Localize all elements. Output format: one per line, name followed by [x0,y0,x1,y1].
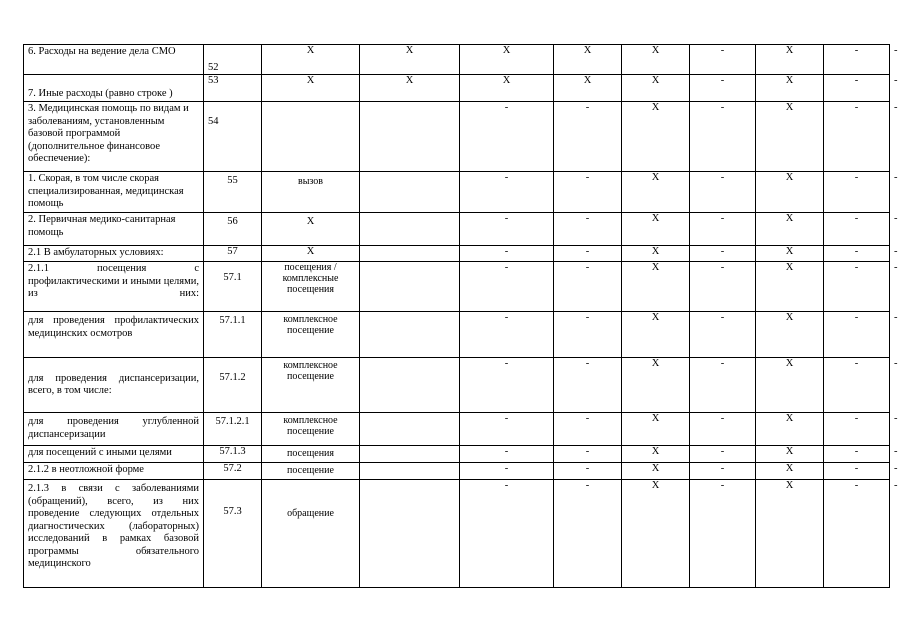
row-code: 56 [204,213,262,246]
row-col-3: - [554,246,622,262]
row-name: для проведения профилактических медицинских осмотров [24,312,204,358]
table-row: 2.1 В амбулаторных условиях: 57 X - - X - X - - [24,246,890,262]
row-name: 7. Иные расходы (равно строке ) [24,75,204,102]
table-row: 6. Расходы на ведение дела СМО 52 X X X X X - X - - [24,45,890,75]
row-col-2: - [460,246,554,262]
row-col-2: - [460,413,554,446]
row-col-6: X [756,463,824,480]
row-col-3: - [554,172,622,213]
row-col-6: X [756,102,824,172]
row-col-3: - [554,262,622,312]
row-col-2: - [460,463,554,480]
row-col-5: - [690,463,756,480]
row-col-4: X [622,312,690,358]
row-col-5: - [690,75,756,102]
row-name: 3. Медицинская помощь по видам и заболеваниям, установленным базовой программой (дополнительное финансовое обеспечение): [24,102,204,172]
row-col-5: - [690,446,756,463]
row-name: 2. Первичная медико-санитарная помощь [24,213,204,246]
row-col-1 [360,413,460,446]
row-unit: X [262,45,360,75]
row-code: 57.2 [204,463,262,480]
row-col-5: - [690,45,756,75]
row-col-4: X [622,413,690,446]
row-col-6: X [756,172,824,213]
row-col-7: - [824,446,890,463]
row-col-2: - [460,262,554,312]
row-col-7: - [824,463,890,480]
row-col-5: - [690,480,756,588]
row-col-5: - [690,213,756,246]
row-col-7: - [824,45,890,75]
table-row: 2. Первичная медико-санитарная помощь 56 X - - X - X - - [24,213,890,246]
table-row: 1. Скорая, в том числе скорая специализированная, медицинская помощь 55 вызов - - X - X - - [24,172,890,213]
table-row: 7. Иные расходы (равно строке ) 53 X X X X X - X - - [24,75,890,102]
row-col-1: X [360,45,460,75]
row-col-6: X [756,446,824,463]
financing-table [23,44,898,588]
row-col-3: X [554,45,622,75]
row-col-4: X [622,213,690,246]
row-col-2: - [460,172,554,213]
row-col-4: X [622,358,690,413]
row-col-7: - [824,358,890,413]
row-code: 57.1.2 [204,358,262,413]
row-col-6: X [756,312,824,358]
row-code: 52 [204,45,262,75]
row-col-3: - [554,446,622,463]
row-col-4: X [622,75,690,102]
row-name: 2.1.1 посещения с профилактическими и иными целями, из них: [24,262,204,312]
row-col-4: X [622,463,690,480]
row-col-7: - [824,172,890,213]
row-code: 57.1.1 [204,312,262,358]
row-col-6: X [756,246,824,262]
row-code: 54 [204,102,262,172]
table-row: для проведения углубленной диспансеризации 57.1.2.1 комплексное посещение - - X - X - - [24,413,890,446]
row-col-7: - [824,75,890,102]
row-name: для проведения диспансеризации, всего, в том числе: [24,358,204,413]
row-code: 57.3 [204,480,262,588]
row-col-2: - [460,102,554,172]
row-name: для проведения углубленной диспансеризации [24,413,204,446]
row-code: 57 [204,246,262,262]
table-row: 3. Медицинская помощь по видам и заболеваниям, установленным базовой программой (дополнительное финансовое обеспечение): 54 - - X - X - - [24,102,890,172]
row-col-6: X [756,480,824,588]
row-col-3: - [554,312,622,358]
row-unit: комплексное посещение [262,358,360,413]
row-col-5: - [690,102,756,172]
row-unit: посещение [262,463,360,480]
row-col-6: X [756,413,824,446]
row-unit: X [262,246,360,262]
row-col-5: - [690,413,756,446]
row-col-2: - [460,312,554,358]
row-code: 57.1.2.1 [204,413,262,446]
row-col-1 [360,480,460,588]
row-col-4: X [622,45,690,75]
row-col-1 [360,246,460,262]
row-col-3: - [554,463,622,480]
row-col-2: X [460,45,554,75]
row-col-6: X [756,75,824,102]
row-name: 2.1 В амбулаторных условиях: [24,246,204,262]
row-col-7: - [824,413,890,446]
row-col-7: - [824,102,890,172]
row-col-3: - [554,413,622,446]
row-col-5: - [690,246,756,262]
row-col-6: X [756,45,824,75]
row-col-1: X [360,75,460,102]
row-col-1 [360,172,460,213]
table-row: 2.1.3 в связи с заболеваниями (обращений), всего, из них проведение следующих отдельных диагностических (лабораторных) исследований в рамках базовой программы обязательного медицинского 57.3 обращение - - X - X - - [24,480,890,588]
row-unit: комплексное посещение [262,312,360,358]
row-code: 53 [204,75,262,102]
row-col-3: - [554,102,622,172]
row-code: 57.1.3 [204,446,262,463]
table-row: для проведения профилактических медицинских осмотров 57.1.1 комплексное посещение - - X - X - - [24,312,890,358]
row-col-4: X [622,480,690,588]
row-col-4: X [622,262,690,312]
row-col-5: - [690,172,756,213]
row-col-7: - [824,246,890,262]
table-row: 2.1.1 посещения с профилактическими и иными целями, из них: 57.1 посещения / комплексные посещения - - X - X - - [24,262,890,312]
row-unit: посещения [262,446,360,463]
row-col-1 [360,446,460,463]
row-name: 2.1.2 в неотложной форме [24,463,204,480]
row-col-1 [360,312,460,358]
row-col-7: - [824,312,890,358]
row-name: для посещений с иными целями [24,446,204,463]
row-col-4: X [622,446,690,463]
row-col-5: - [690,312,756,358]
row-col-4: X [622,246,690,262]
table-row: 2.1.2 в неотложной форме 57.2 посещение - - X - X - - [24,463,890,480]
row-name: 6. Расходы на ведение дела СМО [24,45,204,75]
table-row: для проведения диспансеризации, всего, в том числе: 57.1.2 комплексное посещение - - X - X - - [24,358,890,413]
row-name: 2.1.3 в связи с заболеваниями (обращений), всего, из них проведение следующих отдельных диагностических (лабораторных) исследований в рамках базовой программы обязательного медицинского [24,480,204,588]
row-col-5: - [690,358,756,413]
row-col-3: X [554,75,622,102]
row-col-6: X [756,262,824,312]
row-col-7: - [824,213,890,246]
row-col-7: - [824,480,890,588]
row-col-1 [360,262,460,312]
row-col-6: X [756,358,824,413]
row-col-1 [360,463,460,480]
row-unit: комплексное посещение [262,413,360,446]
row-col-2: - [460,480,554,588]
row-col-2: X [460,75,554,102]
row-col-1 [360,358,460,413]
row-col-3: - [554,358,622,413]
row-col-7: - [824,262,890,312]
row-name: 1. Скорая, в том числе скорая специализированная, медицинская помощь [24,172,204,213]
row-col-2: - [460,358,554,413]
row-col-1 [360,102,460,172]
table-row: для посещений с иными целями 57.1.3 посещения - - X - X - - [24,446,890,463]
row-unit: вызов [262,172,360,213]
row-unit: посещения / комплексные посещения [262,262,360,312]
row-col-4: X [622,102,690,172]
row-col-2: - [460,213,554,246]
row-unit: X [262,75,360,102]
row-unit: X [262,213,360,246]
row-col-1 [360,213,460,246]
row-col-6: X [756,213,824,246]
row-unit: обращение [262,480,360,588]
row-code: 57.1 [204,262,262,312]
row-col-5: - [690,262,756,312]
row-col-3: - [554,480,622,588]
row-unit [262,102,360,172]
row-code: 55 [204,172,262,213]
row-col-2: - [460,446,554,463]
row-col-3: - [554,213,622,246]
row-col-4: X [622,172,690,213]
